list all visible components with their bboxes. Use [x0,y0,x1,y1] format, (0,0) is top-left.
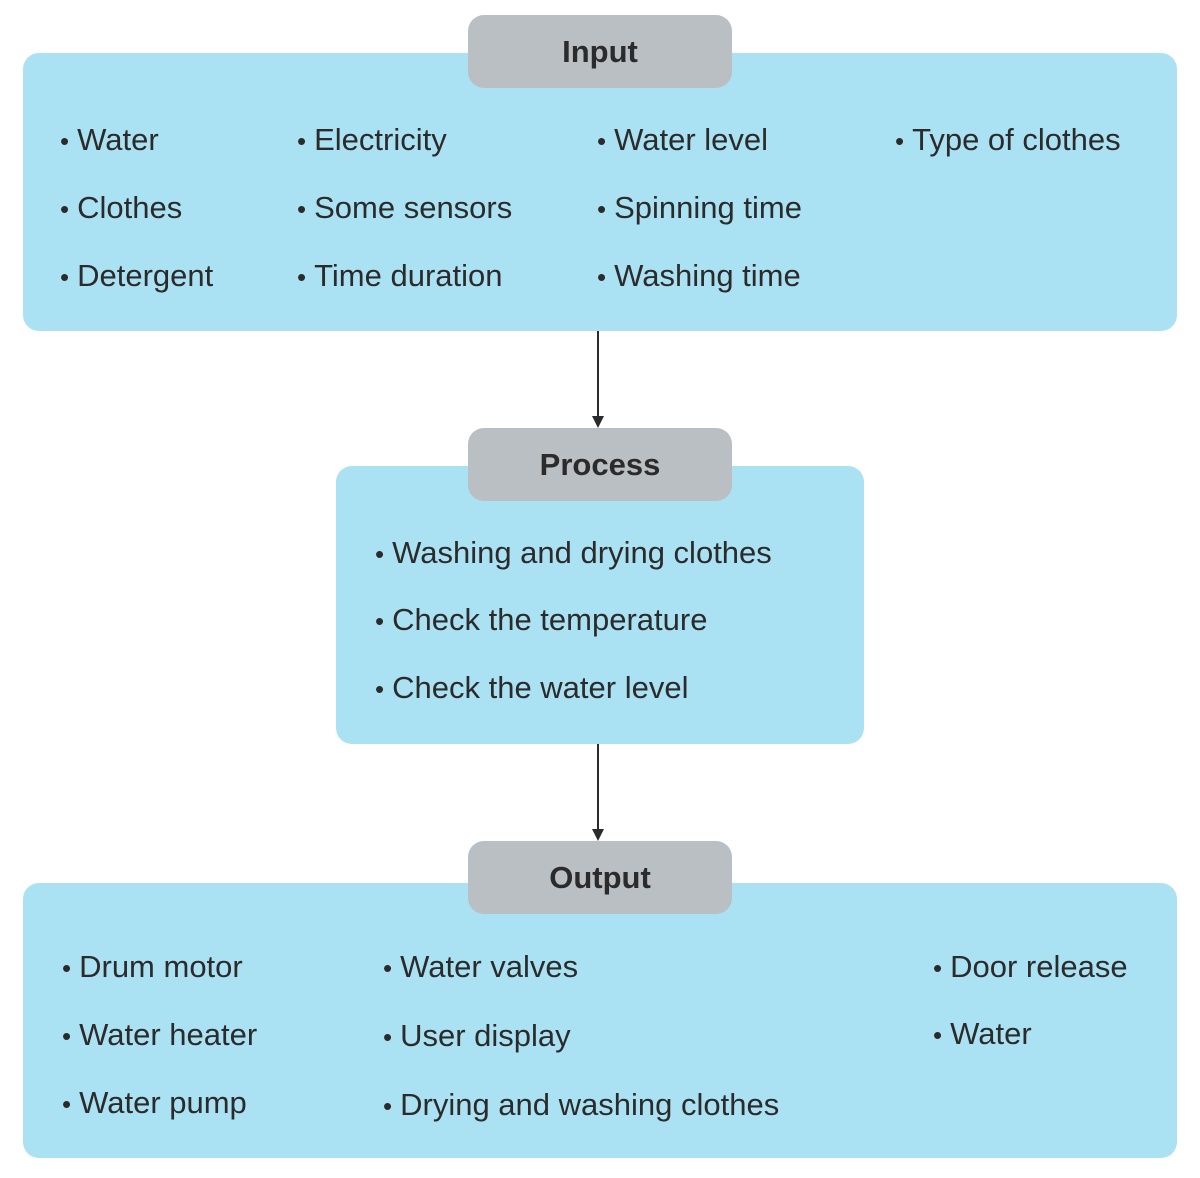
input-item: • Water level [597,122,769,157]
input-item: • Type of clothes [895,122,1121,157]
input-item: • Electricity [297,122,447,157]
input-item: • Time duration [297,258,503,293]
output-item: • Water heater [62,1017,258,1052]
output-item: • User display [383,1018,571,1053]
process-item: • Washing and drying clothes [375,535,772,570]
input-item: • Clothes [60,190,183,225]
output-item: • Door release [933,949,1128,984]
output-item: • Water valves [383,949,579,984]
input-item: • Washing time [597,258,801,293]
process-title: Process [468,428,732,501]
input-item: • Detergent [60,258,214,293]
process-item: • Check the temperature [375,602,708,637]
output-item: • Water pump [62,1085,247,1120]
output-item: • Drum motor [62,949,243,984]
input-item: • Water [60,122,159,157]
output-item: • Water [933,1016,1032,1051]
process-item: • Check the water level [375,670,689,705]
output-item: • Drying and washing clothes [383,1087,780,1122]
input-item: • Spinning time [597,190,802,225]
input-item: • Some sensors [297,190,513,225]
input-title: Input [468,15,732,88]
output-title: Output [468,841,732,914]
